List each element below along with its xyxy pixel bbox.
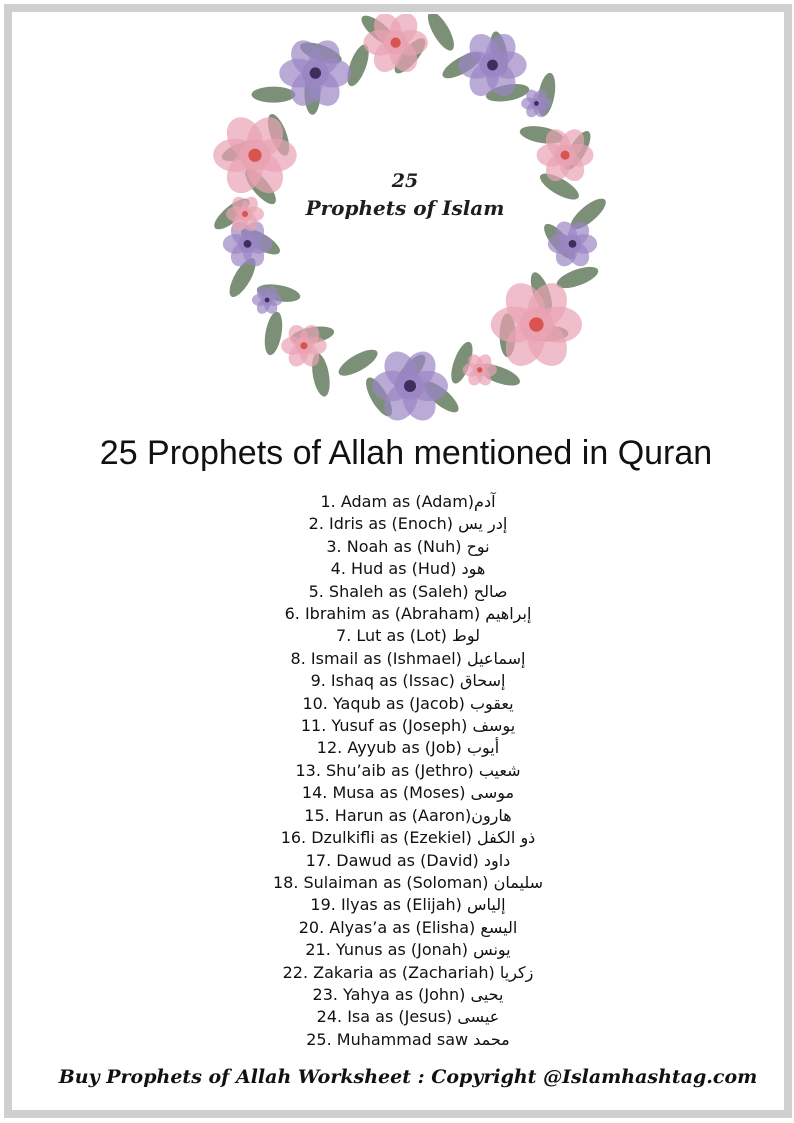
- prophet-list-item: 17. Dawud as (David) داود: [305, 850, 511, 870]
- prophet-list-item: 3. Noah as (Nuh) نوح: [326, 536, 490, 556]
- pink-rose-shape: [491, 276, 582, 373]
- page-heading: 25 Prophets of Allah mentioned in Quran: [99, 434, 713, 472]
- prophet-list-item: 10. Yaqub as (Jacob) يعقوب: [302, 693, 514, 713]
- prophet-list-item: 9. Ishaq as (Issac) إسحاق: [310, 671, 506, 691]
- prophet-list-item: 1. Adam as (Adam)آدم: [320, 492, 496, 511]
- prophet-list-item: 14. Musa as (Moses) موسى: [301, 783, 515, 803]
- prophet-list-item: 18. Sulaiman as (Soloman) سليمان: [272, 872, 544, 892]
- prophet-list-item: 20. Alyas’a as (Elisha) اليسع: [298, 917, 518, 937]
- pink-rose-shape: [213, 111, 297, 200]
- wreath-number: 25: [391, 170, 419, 192]
- footer-copyright: Buy Prophets of Allah Worksheet : Copyright @Islamhashtag.com: [58, 1066, 758, 1088]
- prophet-list-item: 23. Yahya as (John) يحيى: [312, 984, 504, 1004]
- prophet-list-item: 16. Dzulkifli as (Ezekiel) ذو الكفل: [280, 828, 536, 848]
- wreath-title: Prophets of Islam: [305, 196, 505, 220]
- prophet-list: [0, 491, 794, 1051]
- purple-anemone-shape: [279, 35, 351, 112]
- leaf-shape: [335, 345, 381, 381]
- prophet-list-item: 25. Muhammad saw محمد: [306, 1029, 510, 1049]
- prophet-list-item: 24. Isa as (Jesus) عيسى: [316, 1007, 500, 1027]
- prophet-list-item: 13. Shu’aib as (Jethro) شعيب: [295, 760, 521, 780]
- wreath-caption: [290, 168, 520, 222]
- prophet-list-item: 12. Ayyub as (Job) أيوب: [316, 738, 500, 758]
- prophet-list-item: 7. Lut as (Lot) لوط: [336, 626, 480, 646]
- prophet-list-item: 8. Ismail as (Ishmael) إسماعيل: [290, 648, 526, 668]
- prophet-list-item: 6. Ibrahim as (Abraham) إبراهيم: [284, 604, 532, 624]
- prophet-list-item: 2. Idris as (Enoch) إدر يس: [308, 514, 508, 534]
- prophet-list-item: 4. Hud as (Hud) هود: [330, 559, 486, 579]
- prophet-list-item: 5. Shaleh as (Saleh) صالح: [308, 581, 508, 601]
- prophet-list-item: 19. Ilyas as (Elijah) إلياس: [310, 895, 506, 915]
- prophet-list-item: 22. Zakaria as (Zachariah) زكريا: [282, 962, 534, 982]
- prophet-list-item: 21. Yunus as (Jonah) يونس: [305, 940, 511, 960]
- leaf-shape: [262, 310, 285, 356]
- prophet-list-item: 11. Yusuf as (Joseph) يوسف: [300, 716, 516, 736]
- prophet-list-item: 15. Harun as (Aaron)هارون: [304, 805, 512, 825]
- purple-anemone-shape: [548, 218, 597, 271]
- leaf-shape: [423, 14, 459, 54]
- leaf-shape: [251, 87, 295, 103]
